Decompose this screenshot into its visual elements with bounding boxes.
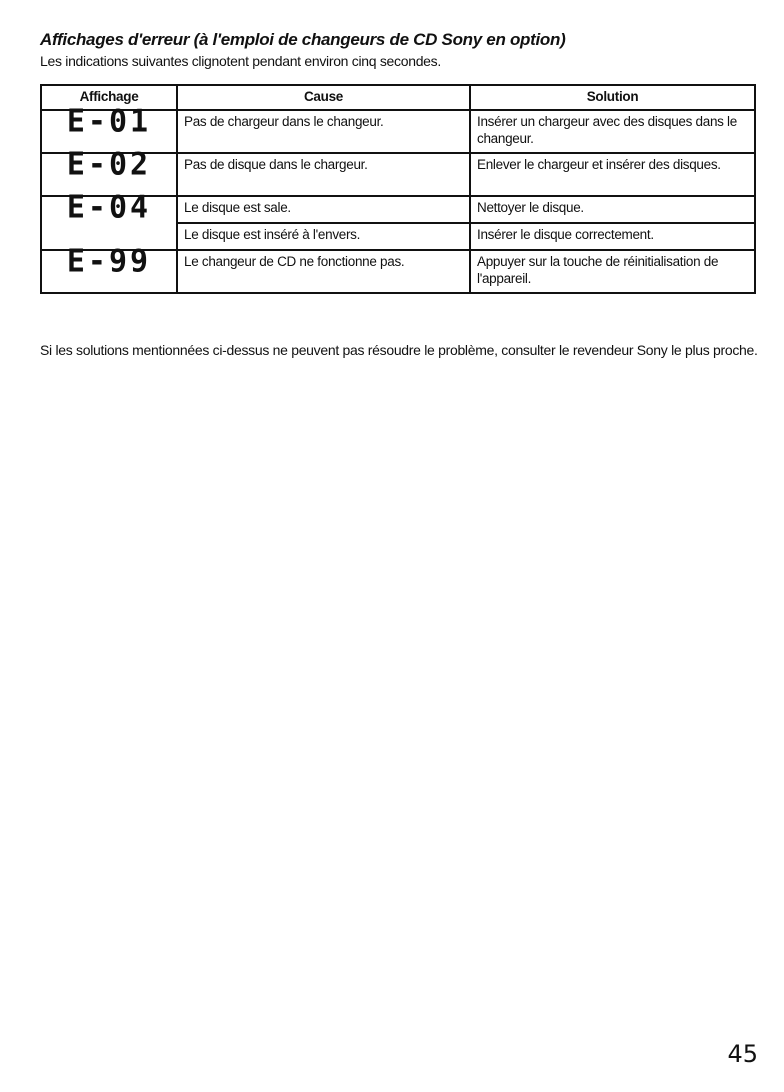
solution-cell: Enlever le chargeur et insérer des disques.: [470, 153, 755, 196]
error-code: E-04: [66, 189, 152, 226]
display-cell: [41, 189, 177, 250]
cause-cell: Le changeur de CD ne fonctionne pas.: [177, 250, 470, 293]
page-title: Affichages d'erreur (à l'emploi de changeurs de CD Sony en option): [40, 30, 566, 49]
error-code: E-01: [66, 103, 152, 140]
page-number: 45: [727, 1040, 758, 1068]
header-cause: Cause: [177, 85, 470, 110]
cause-cell: Le disque est sale.: [177, 196, 470, 223]
cause-cell: Le disque est inséré à l'envers.: [177, 223, 470, 250]
table-row: [41, 196, 755, 223]
header-solution: Solution: [470, 85, 755, 110]
footnote: Si les solutions mentionnées ci-dessus ne peuvent pas résoudre le problème, consulter le revendeur Sony le plus proche.: [40, 342, 758, 358]
solution-cell: Insérer le disque correctement.: [470, 223, 755, 250]
solution-cell: Insérer un chargeur avec des disques dans le changeur.: [470, 110, 755, 153]
cause-cell: Pas de chargeur dans le changeur.: [177, 110, 470, 153]
solution-cell: Appuyer sur la touche de réinitialisation de l'appareil.: [470, 250, 755, 293]
error-code: E-02: [66, 146, 152, 183]
cause-cell: Pas de disque dans le chargeur.: [177, 153, 470, 196]
page-subtitle: Les indications suivantes clignotent pendant environ cinq secondes.: [40, 53, 441, 69]
error-code: E-99: [66, 243, 152, 280]
header-affichage: Affichage: [41, 85, 177, 110]
table-row: [41, 250, 755, 293]
error-table: [40, 84, 756, 294]
display-cell: [41, 243, 177, 293]
solution-cell: Nettoyer le disque.: [470, 196, 755, 223]
